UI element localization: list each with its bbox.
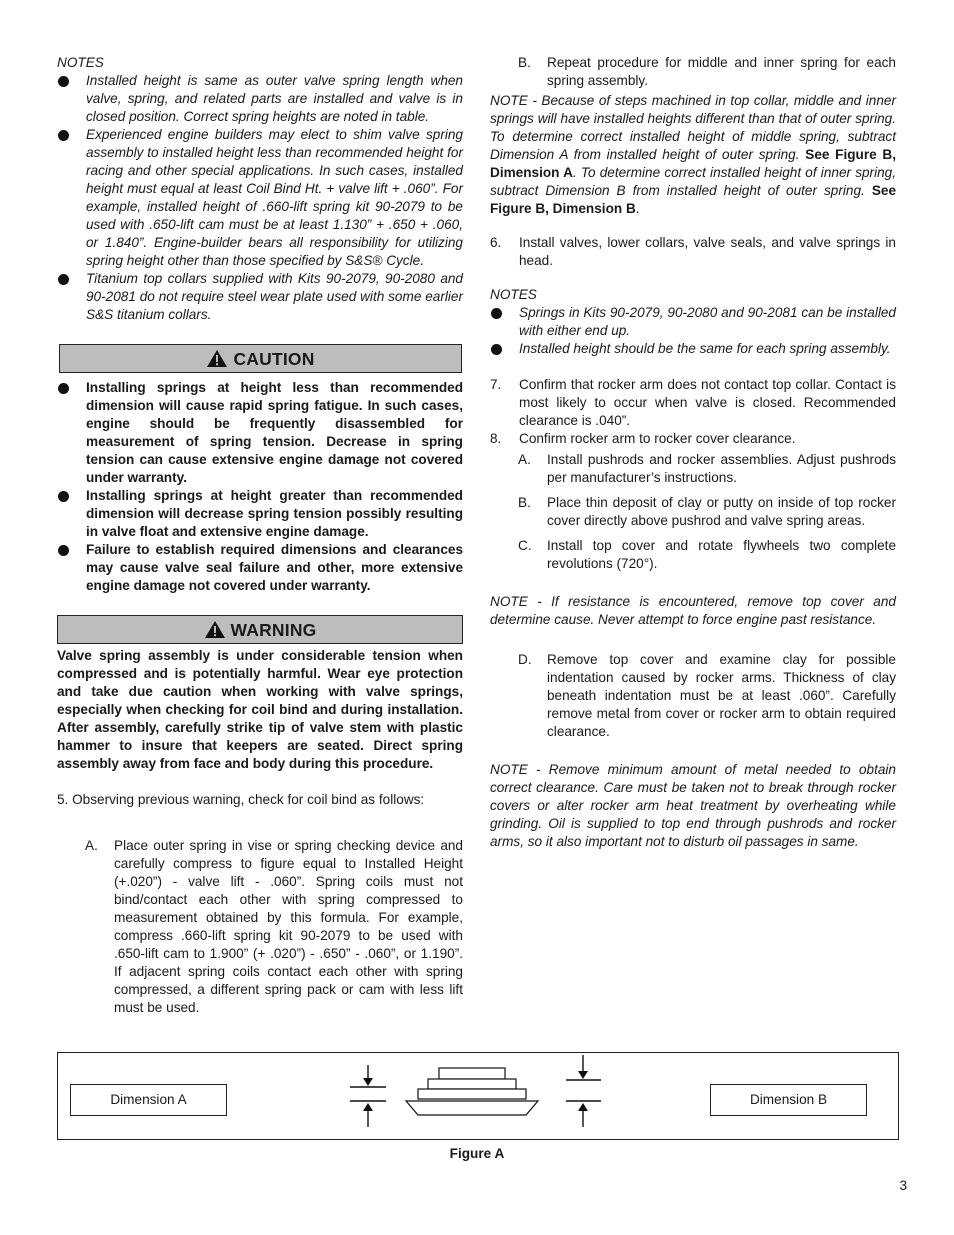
- step-8: [490, 430, 896, 448]
- caution-banner: [59, 344, 462, 373]
- warning-banner: [57, 615, 463, 644]
- warning-triangle-icon: [204, 620, 226, 639]
- warning-text: Valve spring assembly is under considerable tension when compressed and is potentially harmful. Wear eye protection and take due caution when working with valve springs, especially when checking for coil bind and during installation. After assembly, carefully strike tip of valve stem with plastic hammer to insure that keepers are seated. Direct spring assembly away from face and body during this procedure.: [57, 648, 463, 771]
- step-text: Confirm rocker arm to rocker cover clearance.: [519, 431, 796, 446]
- step-text: Repeat procedure for middle and inner spring for each spring assembly.: [547, 55, 896, 88]
- step-8d: [490, 651, 896, 741]
- step-5: 5. Observing previous warning, check for coil bind as follows:: [57, 792, 425, 807]
- step-8a: [490, 451, 896, 487]
- note-resistance: NOTE - If resistance is encountered, remove top cover and determine cause. Never attempt to force engine past resistance.: [490, 594, 896, 627]
- figure-caption: Figure A: [449, 1146, 505, 1161]
- right-column: [490, 54, 896, 851]
- step-text: Install valves, lower collars, valve seals, and valve springs in head.: [519, 235, 896, 268]
- collar-diagram: [58, 1053, 898, 1139]
- step-8c: [490, 537, 896, 573]
- warning-label: WARNING: [230, 619, 317, 640]
- list-item: Installed height is same as outer valve spring length when valve, spring, and related parts are installed and valve is in closed position. Correct spring heights are noted in table.: [57, 72, 463, 126]
- dimension-b-label: Dimension B: [710, 1084, 867, 1116]
- step-text: Place thin deposit of clay or putty on inside of top rocker cover directly above pushrod and valve spring areas.: [547, 495, 896, 528]
- step-number: 7.: [490, 377, 502, 392]
- step-letter: B.: [518, 495, 531, 510]
- figure-a-box: [57, 1052, 899, 1140]
- warning-triangle-icon: [206, 349, 228, 368]
- notes-heading: NOTES: [490, 287, 537, 302]
- step-8b: [490, 494, 896, 530]
- step-letter: B.: [518, 55, 531, 70]
- step-letter: A.: [518, 452, 531, 467]
- step-b: [490, 54, 896, 90]
- step-7: [490, 376, 896, 430]
- left-column: [57, 54, 463, 1017]
- list-item: Springs in Kits 90-2079, 90-2080 and 90-2081 can be installed with either end up.: [490, 304, 896, 340]
- step-letter: C.: [518, 538, 532, 553]
- step-6: [490, 234, 896, 270]
- notes-list: [490, 304, 896, 358]
- step-text: Install top cover and rotate flywheels two complete revolutions (720°).: [547, 538, 896, 571]
- list-item: Titanium top collars supplied with Kits 90-2079, 90-2080 and 90-2081 do not require steel wear plate used with some earlier S&S titanium collars.: [57, 270, 463, 324]
- step-text: Install pushrods and rocker assemblies. Adjust pushrods per manufacturer’s instructions.: [547, 452, 896, 485]
- list-item: Installing springs at height greater than recommended dimension will decrease spring tension possibly resulting in valve float and extensive engine damage.: [57, 487, 463, 541]
- step-letter: A.: [85, 838, 98, 853]
- page-number: 3: [899, 1178, 907, 1193]
- caution-list: [57, 379, 463, 595]
- step-number: 8.: [490, 431, 502, 446]
- list-item: Failure to establish required dimensions and clearances may cause valve seal failure and other, more extensive engine damage not covered under warranty.: [57, 541, 463, 595]
- notes-heading: NOTES: [57, 55, 104, 70]
- step-text: Confirm that rocker arm does not contact top collar. Contact is most likely to occur when valve is closed. Recommended clearance is .040”.: [519, 377, 896, 428]
- dimension-a-label: Dimension A: [70, 1084, 227, 1116]
- list-item: Experienced engine builders may elect to shim valve spring assembly to installed height less than recommended height for racing and other special applications. In such cases, installed height must equal at least Coil Bind Ht. + valve lift + .060”. For example, installed height of .660-lift spring kit 90-2079 to be used with .650-lift cam must be at least 1.130” + .650 + .060, or 1.840”. Engine-builder bears all responsibility for utilizing spring height other than those specified by S&S® Cycle.: [57, 126, 463, 270]
- list-item: Installing springs at height less than recommended dimension will cause rapid spring fatigue. In such cases, engine should be frequently disassembled for measurement of spring tension. Decrease in spring tension can cause extensive engine damage not covered under warranty.: [57, 379, 463, 487]
- step-text: Place outer spring in vise or spring checking device and carefully compress to figure equal to Installed Height (+.020”) - valve lift - .060”. Spring coils must not bind/contact each other with spring compressed to measurement obtained by this formula. For example, compress .660-lift spring kit 90-2079 to be used with .650-lift cam to 1.900” (+ .020”) - .650” - .060”, or 1.190”. If adjacent spring coils contact each other with spring compressed, a different spring pack or cam with less lift must be used.: [114, 838, 463, 1015]
- step-text: Remove top cover and examine clay for possible indentation caused by rocker arms. Thickness of clay beneath indentation must be at least .060”. Carefully remove metal from cover or rocker arm to obtain required clearance.: [547, 652, 896, 739]
- notes-list: [57, 72, 463, 324]
- step-5a: [57, 837, 463, 1017]
- note-minimum-metal: NOTE - Remove minimum amount of metal needed to obtain correct clearance. Care must be taken not to break through rocker covers or alter rocker arm heat treatment by overheating while grinding. Oil is supplied to top end through pushrods and rocker arms, so it also important not to disturb oil passages in same.: [490, 762, 896, 849]
- step-number: 6.: [490, 235, 502, 250]
- step-letter: D.: [518, 652, 532, 667]
- list-item: Installed height should be the same for each spring assembly.: [490, 340, 896, 358]
- note-installed-heights: NOTE - Because of steps machined in top collar, middle and inner springs will have installed heights different than that of outer spring. To determine correct installed height of middle spring, subtract Dimension A from installed height of outer spring. See Figure B, Dimension A. To determine correct installed height of inner spring, subtract Dimension B from installed height of outer spring. See Figure B, Dimension B.: [490, 93, 897, 216]
- caution-label: CAUTION: [233, 348, 315, 369]
